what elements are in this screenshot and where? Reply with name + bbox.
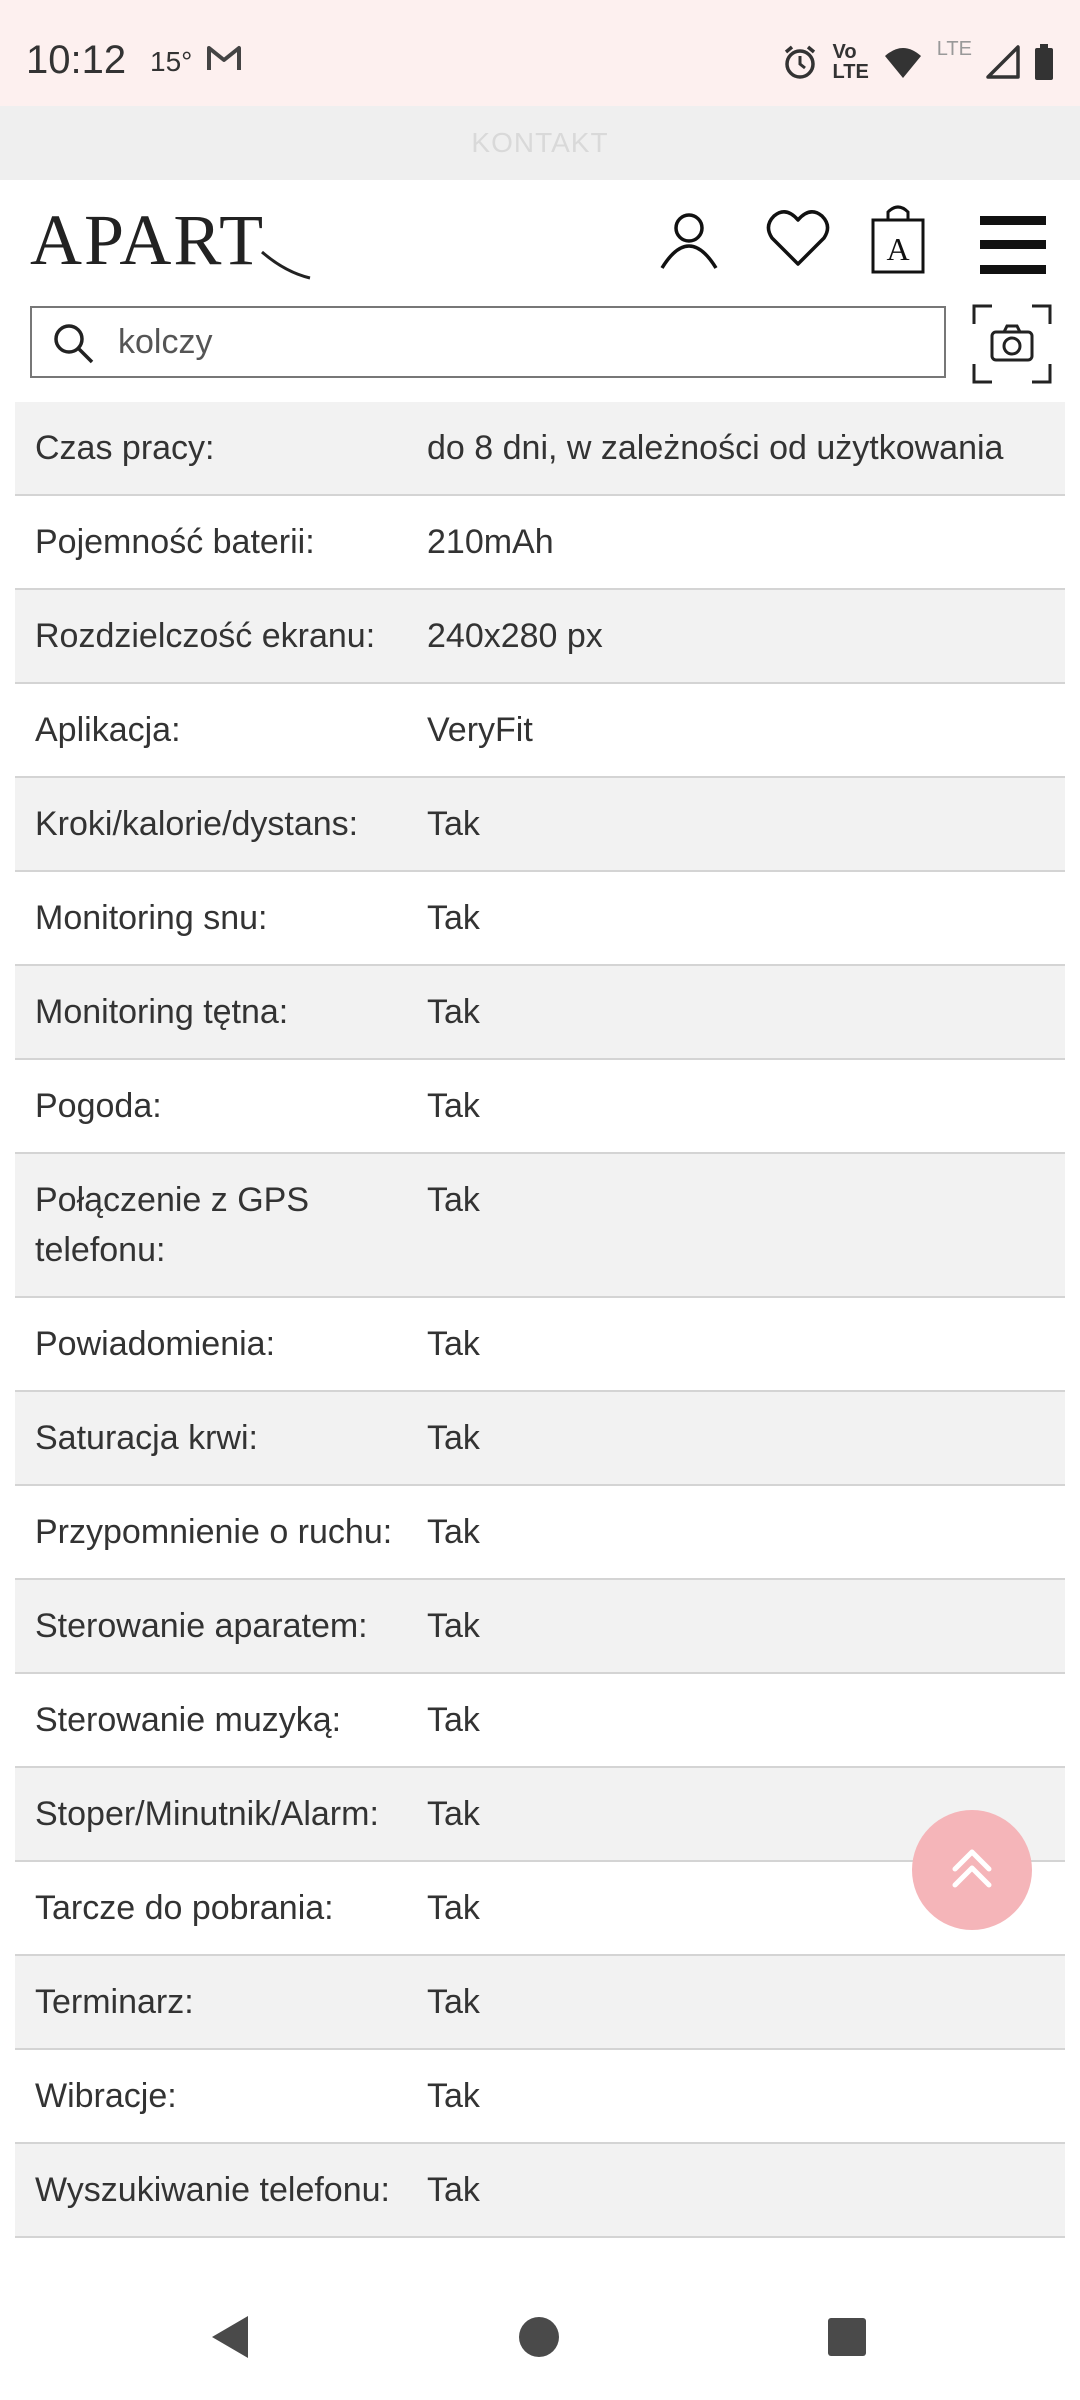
status-icons [781,38,1055,86]
spec-value: Tak [427,1607,480,1645]
spec-label: Saturacja krwi: [35,1419,258,1457]
spec-label: Tarcze do pobrania: [35,1889,334,1927]
spec-row [15,1392,1065,1486]
spec-row [15,2050,1065,2144]
spec-row [15,966,1065,1060]
scroll-to-top-button[interactable] [912,1810,1032,1930]
spec-value: Tak [427,1889,480,1927]
spec-value: Tak [427,1983,480,2021]
gmail-icon [206,44,242,77]
spec-label: Sterowanie muzyką: [35,1701,342,1739]
alarm-icon [781,43,819,81]
menu-hamburger-icon[interactable] [980,216,1046,279]
spec-value: Tak [427,899,480,937]
spec-row [15,590,1065,684]
spec-label: Monitoring snu: [35,899,268,937]
system-navigation-bar [0,2270,1080,2400]
spec-label: Pojemność baterii: [35,523,315,561]
spec-label: Wyszukiwanie telefonu: [35,2171,390,2209]
spec-row [15,778,1065,872]
spec-row [15,1768,1065,1862]
apart-logo[interactable] [30,202,330,287]
spec-value: Tak [427,1795,480,1833]
spec-label: Sterowanie aparatem: [35,1607,368,1645]
battery-icon [1034,44,1054,80]
spec-row [15,872,1065,966]
cart-bag-icon[interactable] [870,202,926,279]
signal-icon [986,45,1020,79]
spec-value: 240x280 px [427,617,603,655]
status-time: 10:12 [26,38,127,82]
spec-label: Stoper/Minutnik/Alarm: [35,1795,379,1833]
account-icon[interactable] [658,208,720,275]
spec-row [15,1060,1065,1154]
lte-signal-label: LTE [936,38,972,60]
specification-table [15,402,1065,2238]
spec-value: Tak [427,1419,480,1457]
visual-search-camera-icon[interactable] [972,304,1052,389]
spec-row [15,1580,1065,1674]
home-icon[interactable] [518,2316,560,2363]
spec-value: Tak [427,993,480,1031]
spec-label: Pogoda: [35,1087,162,1125]
wishlist-heart-icon[interactable] [766,208,830,273]
spec-label: Monitoring tętna: [35,993,289,1031]
spec-row [15,1298,1065,1392]
site-header [0,180,1080,300]
status-bar [0,0,1080,106]
spec-label: Terminarz: [35,1983,194,2021]
spec-value: Tak [427,1087,480,1125]
spec-label: Czas pracy: [35,429,215,467]
spec-label: Aplikacja: [35,711,181,749]
contact-bar[interactable]: KONTAKT [0,106,1080,180]
spec-label: Kroki/kalorie/dystans: [35,805,359,843]
spec-label: Powiadomienia: [35,1325,276,1363]
spec-row [15,1956,1065,2050]
spec-label: Rozdzielczość ekranu: [35,617,376,655]
spec-value: Tak [427,2171,480,2209]
spec-value: VeryFit [427,711,533,749]
wifi-icon [883,44,923,80]
spec-row [15,402,1065,496]
spec-value: Tak [427,1513,480,1551]
spec-row [15,1862,1065,1956]
search-input[interactable] [118,308,918,376]
spec-value: Tak [427,805,480,843]
double-chevron-up-icon [947,1843,997,1898]
spec-row [15,1154,1065,1298]
svg-text:A: A [886,231,910,267]
spec-row [15,684,1065,778]
recents-icon[interactable] [828,2318,866,2361]
spec-row [15,1486,1065,1580]
spec-row [15,1674,1065,1768]
spec-row [15,2144,1065,2238]
spec-row [15,496,1065,590]
spec-label: Połączenie z GPS telefonu: [35,1181,310,1269]
search-box[interactable] [30,306,946,378]
spec-value: 210mAh [427,523,554,561]
svg-text:APART: APART [30,202,266,280]
spec-value: Tak [427,1701,480,1739]
spec-value: Tak [427,1181,480,1219]
spec-label: Wibracje: [35,2077,177,2115]
spec-label: Przypomnienie o ruchu: [35,1513,393,1551]
search-icon[interactable] [52,322,96,371]
volte-icon: Vo LTE [832,41,869,83]
spec-value: do 8 dni, w zależności od użytkowania [427,429,1004,467]
spec-value: Tak [427,1325,480,1363]
status-temperature: 15° [150,46,193,77]
spec-value: Tak [427,2077,480,2115]
back-icon[interactable] [208,2314,252,2365]
